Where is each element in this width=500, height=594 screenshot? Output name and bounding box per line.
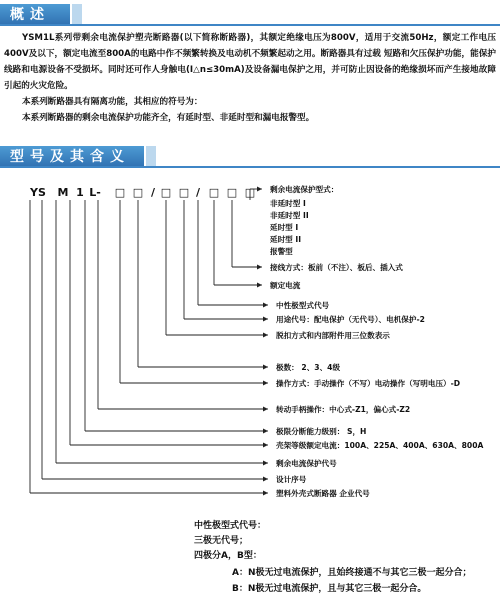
legend-text: 报警型	[270, 247, 293, 256]
model-code-char: □	[208, 186, 220, 199]
legend-text: 延时型 II	[270, 235, 302, 244]
section-header-model	[0, 146, 500, 168]
arrow-head	[263, 477, 268, 482]
legend-text: 壳架等级额定电流：100A、225A、400A、630A、800A	[276, 441, 484, 450]
overview-paragraph-2: 本系列断路器具有隔离功能，其相应的符号为：	[22, 97, 203, 107]
legend-text: 极数： 2、3、4级	[276, 363, 341, 372]
model-code-diagram	[0, 180, 500, 510]
note-line: A：N极无过电流保护，且始终接通不与其它三极一起分合；	[232, 568, 472, 578]
legend-text: 脱扣方式和内部附件用三位数表示	[276, 331, 390, 340]
legend-text: 用途代号：配电保护（无代号）、电机保护-2	[276, 315, 425, 324]
arrow-head	[263, 491, 268, 496]
note-line: 四极分A，B型：	[194, 551, 262, 561]
model-code-char: □	[160, 186, 172, 199]
arrow-head	[263, 443, 268, 448]
legend-text: 非延时型 II	[270, 211, 309, 220]
header-tab	[146, 146, 156, 168]
model-code-char: 1	[76, 186, 84, 199]
model-code-char: M	[57, 186, 69, 199]
overview-paragraph-1: YSM1L系列带剩余电流保护塑壳断路器(以下简称断路器)，其额定绝缘电压为800V，适用于交流50Hz，额定工作电压400V及以下，额定电流至800A的电路中作不频繁转换及电动机不频繁起动之用。断路器具有过载 短路和欠压保护功能，能保护线路和电源设备不受损坏。同时还可作人身触电(I△n≤30mA)及设备漏电保护之用，并可防止因设备的绝缘损坏而产生接地故障引起的火灾危险。	[4, 33, 496, 91]
note-line: 三极无代号；	[194, 536, 249, 546]
model-code-char: □	[226, 186, 238, 199]
section-title-overview: 概述	[10, 7, 50, 23]
arrow-head	[263, 429, 268, 434]
overview-paragraph-3: 本系列断路器的剩余电流保护功能齐全，有延时型、非延时型和漏电报警型。	[22, 113, 315, 123]
overview-text	[4, 30, 496, 126]
section-title-model: 型号及其含义	[10, 149, 130, 165]
arrow-head	[263, 365, 268, 370]
legend-text: 极限分断能力级别： S，H	[276, 427, 367, 436]
model-code-char: L-	[89, 186, 101, 199]
legend-text: 塑料外壳式断路器 企业代号	[276, 489, 370, 498]
header-underline	[0, 166, 500, 168]
legend-text: 设计序号	[276, 475, 307, 484]
arrow-head	[263, 303, 268, 308]
arrow-head	[263, 333, 268, 338]
legend-text: 额定电流	[270, 281, 301, 290]
arrow-head	[263, 381, 268, 386]
legend-text: 转动手柄操作：中心式-Z1，偏心式-Z2	[276, 405, 411, 414]
model-code-char: □	[178, 186, 190, 199]
legend-text: 操作方式：手动操作（不写）电动操作（写明电压）-D	[276, 379, 461, 388]
legend-text: 延时型 I	[270, 223, 299, 232]
arrow-head	[257, 187, 262, 192]
note-line: 中性极型式代号：	[194, 521, 267, 531]
model-code-char: □	[244, 186, 256, 199]
legend-text: 剩余电流保护代号	[276, 459, 337, 468]
arrow-head	[263, 407, 268, 412]
arrow-head	[257, 283, 262, 288]
model-code-char: □	[132, 186, 144, 199]
arrow-head	[257, 265, 262, 270]
arrow-head	[263, 317, 268, 322]
model-code-char: /	[150, 186, 156, 199]
legend-text: 中性极型式代号	[276, 301, 330, 310]
note-line: B：N极无过电流保护，且与其它三极一起分合。	[232, 584, 427, 594]
legend-text: 接线方式：板前（不注）、板后、插入式	[270, 263, 403, 272]
legend-text: 非延时型 I	[270, 199, 306, 208]
model-code-char: □	[114, 186, 126, 199]
model-code-char: YS	[30, 186, 46, 199]
model-code-char: /	[195, 186, 201, 199]
section-header-overview	[0, 4, 500, 26]
header-underline	[0, 24, 500, 26]
arrow-head	[263, 461, 268, 466]
legend-text: 剩余电流保护型式：	[270, 185, 339, 194]
header-tab	[72, 4, 82, 26]
